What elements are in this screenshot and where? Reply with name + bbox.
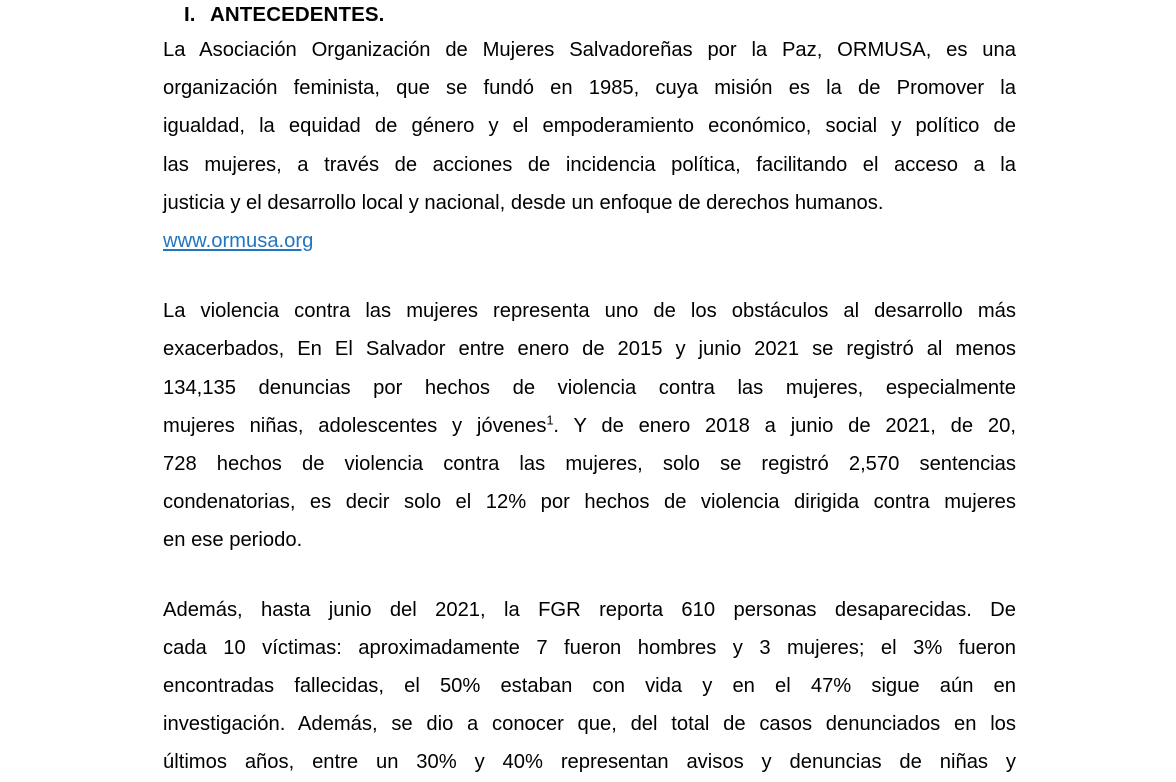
ormusa-website-link-line — [163, 222, 1016, 260]
paragraph-line: justicia y el desarrollo local y nacional, desde un enfoque de derechos humanos. — [163, 191, 884, 214]
paragraph-line: encontradas fallecidas, el 50% estaban con vida y en el 47% sigue aún en — [163, 675, 1016, 698]
paragraph-line: La violencia contra las mujeres representa uno de los obstáculos al desarrollo más — [163, 300, 1016, 323]
paragraph-line: exacerbados, En El Salvador entre enero de 2015 y junio 2021 se registró al menos — [163, 338, 1016, 361]
paragraph-desaparecidas-fgr — [163, 591, 1016, 782]
section-heading-label: ANTECEDENTES. — [210, 3, 385, 26]
paragraph-line: condenatorias, es decir solo el 12% por hechos de violencia dirigida contra mujeres — [163, 491, 1016, 514]
paragraph-line: últimos años, entre un 30% y 40% representan avisos y denuncias de niñas y — [163, 751, 1016, 774]
paragraph-line-text-cont: . Y de enero 2018 a junio de 2021, de 20, — [553, 414, 1016, 437]
paragraph-line: 728 hechos de violencia contra las mujeres, solo se registró 2,570 sentencias — [163, 453, 1016, 476]
paragraph-line: investigación. Además, se dio a conocer que, del total de casos denunciados en los — [163, 713, 1016, 736]
paragraph-line: 134,135 denuncias por hechos de violencia contra las mujeres, especialmente — [163, 376, 1016, 399]
paragraph-line-with-footnote — [163, 407, 1016, 445]
section-heading — [163, 0, 1016, 29]
paragraph-line: igualdad, la equidad de género y el empoderamiento económico, social y político de — [163, 115, 1016, 138]
ormusa-website-link[interactable]: www.ormusa.org — [163, 230, 314, 253]
paragraph-line: las mujeres, a través de acciones de incidencia política, facilitando el acceso a la — [163, 153, 1016, 176]
paragraph-line: cada 10 víctimas: aproximadamente 7 fueron hombres y 3 mujeres; el 3% fueron — [163, 636, 1016, 659]
paragraph-line: organización feminista, que se fundó en 1985, cuya misión es la de Promover la — [163, 77, 1016, 100]
footnote-marker[interactable]: 1 — [546, 413, 554, 428]
document-text-column — [163, 0, 1016, 782]
paragraph-antecedentes-intro — [163, 31, 1016, 260]
paragraph-line: en ese periodo. — [163, 529, 303, 552]
paragraph-line-text: mujeres niñas, adolescentes y jóvenes — [163, 414, 547, 437]
paragraph-line: Además, hasta junio del 2021, la FGR reporta 610 personas desaparecidas. De — [163, 598, 1016, 621]
section-heading-numeral: I. — [184, 3, 196, 26]
paragraph-line: La Asociación Organización de Mujeres Salvadoreñas por la Paz, ORMUSA, es una — [163, 39, 1016, 61]
paragraph-violencia-estadisticas — [163, 292, 1016, 559]
